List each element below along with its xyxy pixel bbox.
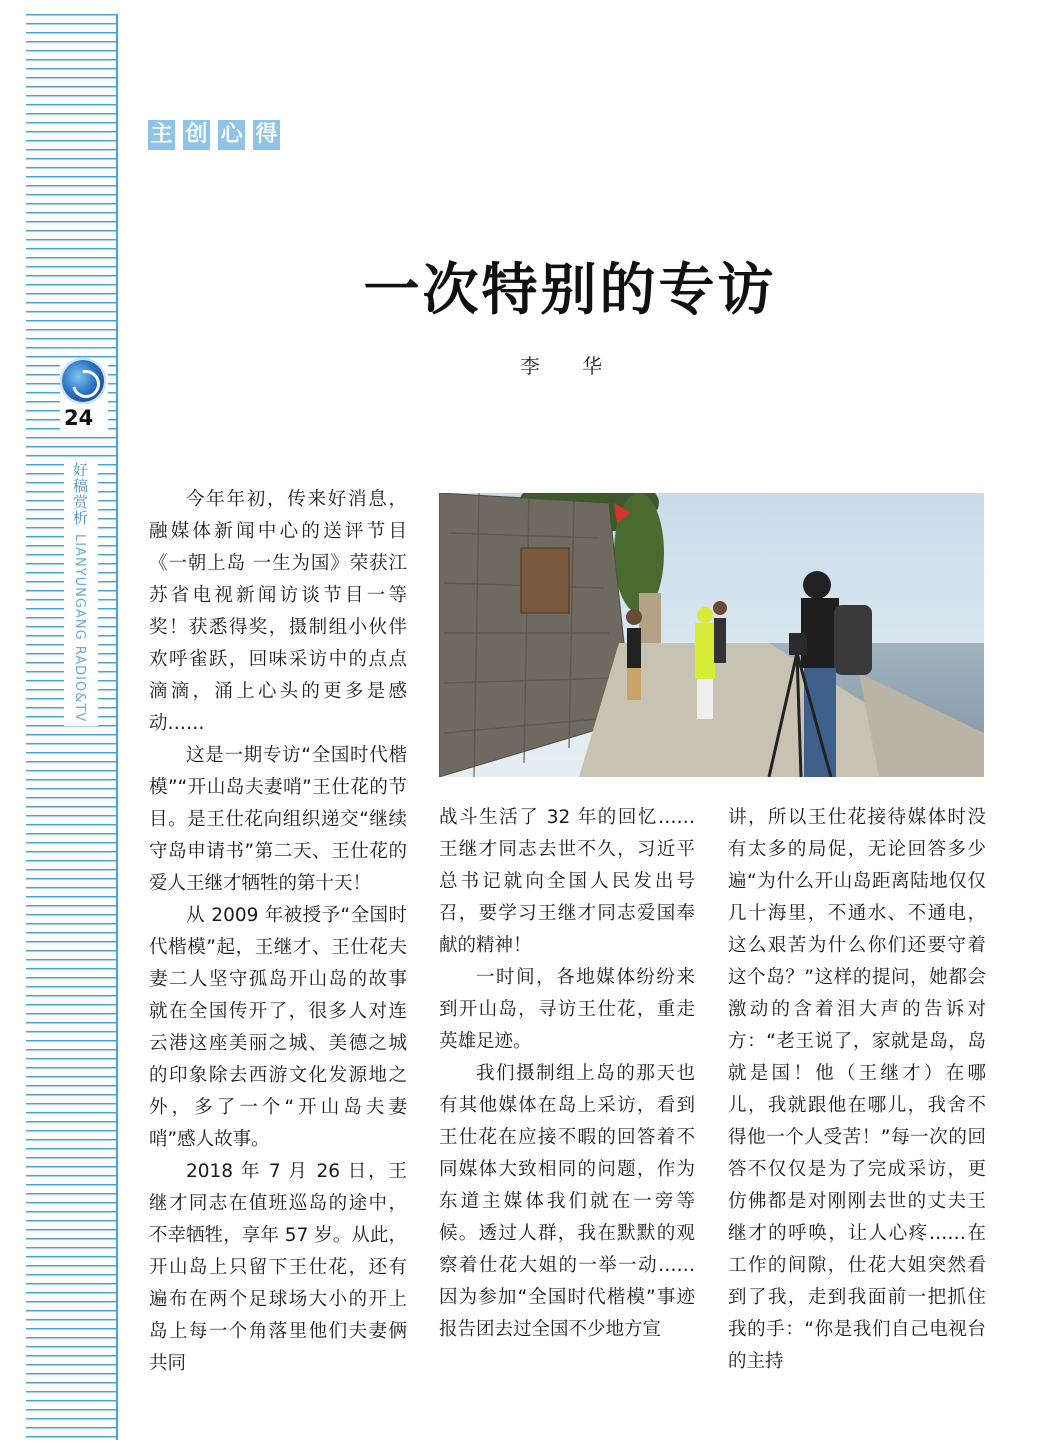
paragraph: 战斗生活了 32 年的回忆……王继才同志去世不久，习近平总书记就向全国人民发出号召，要学习王继才同志爱国奉献的精神！ — [439, 807, 695, 956]
article-photo — [439, 493, 984, 777]
section-tag — [148, 120, 280, 150]
text-column-3 — [728, 802, 986, 1372]
section-tag-char: 得 — [253, 120, 280, 150]
text-column-2 — [439, 802, 695, 1362]
paragraph: 一时间，各地媒体纷纷来到开山岛，寻访王仕花，重走英雄足迹。 — [439, 967, 695, 1052]
section-tag-char: 主 — [148, 120, 175, 150]
article-author: 李 华 — [519, 354, 621, 378]
text-column-1 — [149, 484, 407, 1374]
vertical-column-label — [64, 458, 98, 726]
page-number: 24 — [64, 406, 94, 430]
paragraph: 这是一期专访“全国时代楷模”“开山岛夫妻哨”王仕花的节目。是王仕花向组织递交“继续守岛申请书”第二天、王仕花的爱人王继才牺牲的第十天！ — [149, 745, 407, 894]
paragraph: 今年年初，传来好消息，融媒体新闻中心的送评节目《一朝上岛 一生为国》荣获江苏省电视新闻访谈节目一等奖！获悉得奖，摄制组小伙伴欢呼雀跃，回味采访中的点点滴滴，涌上心头的更多是感动…… — [149, 489, 407, 734]
vertical-label-cn: 好稿赏析 — [71, 462, 89, 526]
paragraph: 2018 年 7 月 26 日，王继才同志在值班巡岛的途中，不幸牺牲，享年 57 岁。从此，开山岛上只留下王仕花，还有遍布在两个足球场大小的开上岛上每一个角落里他们夫妻俩共同 — [149, 1161, 407, 1374]
paragraph: 我们摄制组上岛的那天也有其他媒体在岛上采访，看到王仕花在应接不暇的回答着不同媒体大致相同的问题，作为东道主媒体我们就在一旁等候。透过人群，我在默默的观察着仕花大姐的一举一动……因为参加“全国时代楷模”事迹报告团去过全国不少地方宣 — [439, 1063, 695, 1340]
paragraph: 讲，所以王仕花接待媒体时没有太多的局促，无论回答多少遍“为什么开山岛距离陆地仅仅几十海里，不通水、不通电，这么艰苦为什么你们还要守着这个岛？”这样的提问，她都会激动的含着泪大声的告诉对方：“老王说了，家就是岛，岛就是国！他（王继才）在哪儿，我就跟他在哪儿，我舍不得他一个人受苦！”每一次的回答不仅仅是为了完成采访，更仿佛都是对刚刚去世的丈夫王继才的呼唤，让人心疼……在工作的间隙，仕花大姐突然看到了我，走到我面前一把抓住我的手：“你是我们自己电视台的主持 — [728, 807, 986, 1372]
article-title: 一次特别的专访 — [363, 258, 777, 323]
margin-rule — [116, 14, 118, 1440]
vertical-label-en: LIANYUNGANG RADIO&TV — [72, 534, 87, 723]
section-tag-char: 创 — [183, 120, 210, 150]
paragraph: 从 2009 年被授予“全国时代楷模”起，王继才、王仕花夫妻二人坚守孤岛开山岛的故事就在全国传开了，很多人对连云港这座美丽之城、美德之城的印象除去西游文化发源地之外，多了一个“开山岛夫妻哨”感人故事。 — [149, 905, 407, 1150]
left-margin-stripes — [26, 14, 116, 1440]
section-tag-char: 心 — [218, 120, 245, 150]
photo-illustration — [439, 493, 984, 777]
